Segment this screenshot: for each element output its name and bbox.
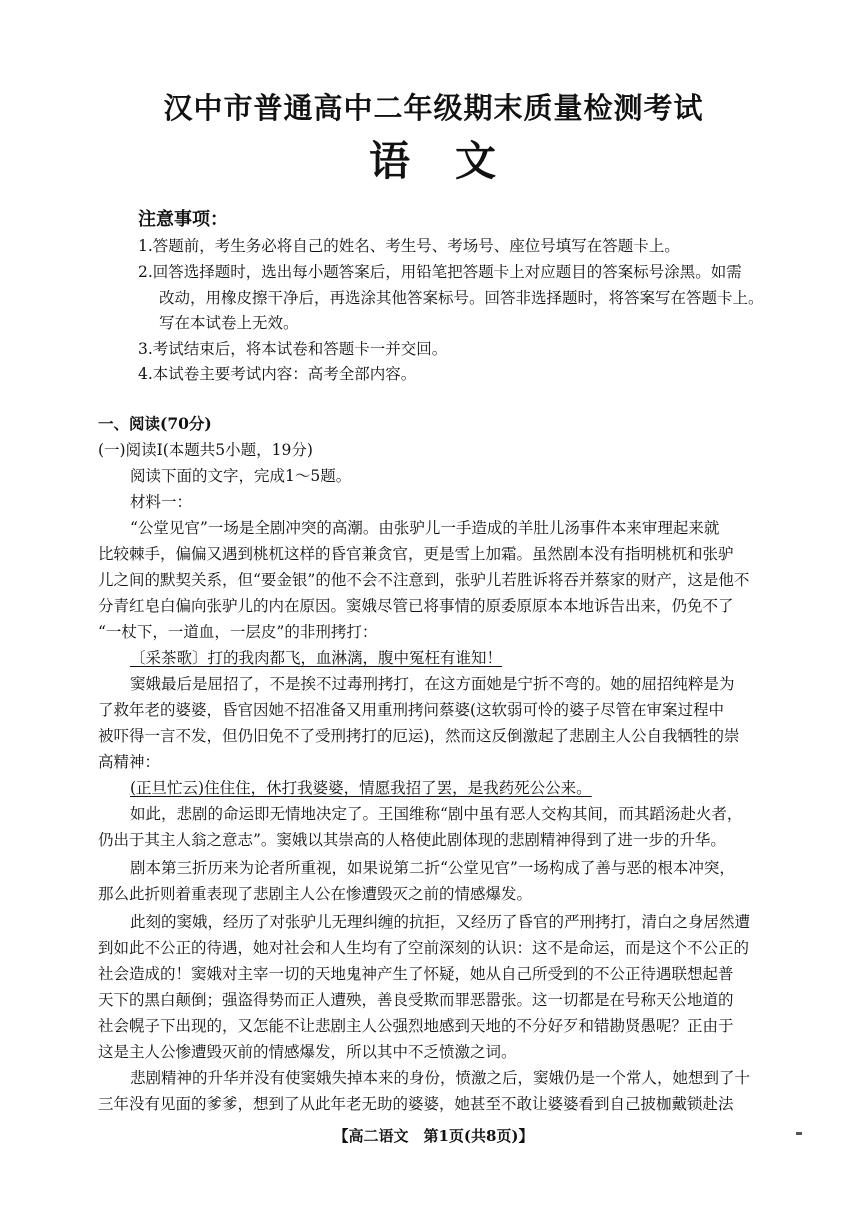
notice-item: 2.回答选择题时，选出每小题答案后，用铅笔把答题卡上对应题目的答案标号涂黑。如需 [138, 263, 742, 281]
body-line: 了救年老的婆婆，昏官因她不招准备又用重刑拷问蔡婆(这软弱可怜的婆子尽管在审案过程中 [98, 701, 725, 719]
material-label: 材料一： [130, 493, 193, 511]
notice-item: 1.答题前，考生务必将自己的姓名、考生号、考场号、座位号填写在答题卡上。 [138, 237, 680, 255]
notice-item: 4.本试卷主要考试内容：高考全部内容。 [138, 365, 417, 383]
scan-mark [796, 1132, 802, 1135]
body-line: 这是主人公惨遭毁灭前的情感爆发，所以其中不乏愤激之词。 [98, 1043, 517, 1061]
quoted-dialogue: (正旦忙云)住住住，休打我婆婆，情愿我招了罢，是我药死公公来。 [130, 779, 592, 797]
notice-item-continued: 写在本试卷上无效。 [159, 314, 299, 332]
subsection-heading: (一)阅读Ⅰ(本题共5小题，19分) [98, 441, 313, 459]
body-line: 此刻的窦娥，经历了对张驴儿无理纠缠的抗拒，又经历了昏官的严刑拷打，清白之身居然遭 [130, 913, 751, 931]
body-line: 高精神： [98, 753, 161, 771]
exam-title: 汉中市普通高中二年级期末质量检测考试 [163, 91, 704, 125]
body-line: “公堂见官”一场是全剧冲突的高潮。由张驴儿一手造成的羊肚儿汤事件本来审理起来就 [130, 519, 720, 537]
body-line: 分青红皂白偏向张驴儿的内在原因。窦娥尽管已将事情的原委原原本本地诉告出来，仍免不了 [98, 597, 734, 615]
body-line: “一杖下，一道血，一层皮”的非刑拷打： [98, 623, 378, 641]
body-line: 社会造成的！窦娥对主宰一切的天地鬼神产生了怀疑，她从自己所受到的不公正待遇联想起普 [98, 965, 734, 983]
body-line: 仍出于其主人翁之意志”。窦娥以其崇高的人格使此剧体现的悲剧精神得到了进一步的升华。 [98, 831, 726, 849]
reading-instruction: 阅读下面的文字，完成1～5题。 [130, 467, 352, 485]
body-line: 窦娥最后是屈招了，不是挨不过毒刑拷打，在这方面她是宁折不弯的。她的屈招纯粹是为 [130, 675, 735, 693]
body-line: 悲剧精神的升华并没有使窦娥失掉本来的身份，愤激之后，窦娥仍是一个常人，她想到了十 [130, 1069, 751, 1087]
notice-heading: 注意事项： [138, 209, 228, 230]
notice-item-continued: 改动，用橡皮擦干净后，再选涂其他答案标号。回答非选择题时，将答案写在答题卡上。 [159, 289, 764, 307]
quoted-lyric: 〔采茶歌〕打的我肉都飞，血淋漓，腹中冤枉有谁知！ [130, 649, 503, 667]
body-line: 儿之间的默契关系，但“要金银”的他不会不注意到，张驴儿若胜诉将吞并蔡家的财产，这是他不 [98, 571, 750, 589]
body-line: 被吓得一言不发，但仍旧免不了受刑拷打的厄运)，然而这反倒激起了悲剧主人公自我牺牲的崇 [98, 727, 740, 745]
body-line: 到如此不公正的待遇，她对社会和人生均有了空前深刻的认识：这不是命运，而是这个不公正的 [98, 939, 750, 957]
page-footer: 【高二语文 第1页(共8页)】 [333, 1127, 534, 1145]
body-line: 社会幌子下出现的，又怎能不让悲剧主人公强烈地感到天地的不分好歹和错勘贤愚呢？正由于 [98, 1017, 734, 1035]
body-line: 如此，悲剧的命运即无情地决定了。王国维称“剧中虽有恶人交构其间，而其蹈汤赴火者， [130, 805, 743, 823]
body-line: 那么此折则着重表现了悲剧主人公在惨遭毁灭之前的情感爆发。 [98, 885, 533, 903]
body-line: 剧本第三折历来为论者所重视，如果说第二折“公堂见官”一场构成了善与恶的根本冲突， [130, 859, 735, 877]
section-heading: 一、阅读(70分) [98, 414, 212, 433]
body-line: 比较棘手，偏偏又遇到桃杌这样的昏官兼贪官，更是雪上加霜。虽然剧本没有指明桃杌和张驴 [98, 545, 734, 563]
notice-item: 3.考试结束后，将本试卷和答题卡一并交回。 [138, 340, 448, 358]
body-line: 天下的黑白颠倒；强盗得势而正人遭殃，善良受欺而罪恶嚣张。这一切都是在号称天公地道的 [98, 991, 734, 1009]
subject-title: 语 文 [369, 137, 498, 185]
body-line: 三年没有见面的爹爹，想到了从此年老无助的婆婆，她甚至不敢让婆婆看到自己披枷戴锁赴法 [98, 1095, 734, 1113]
